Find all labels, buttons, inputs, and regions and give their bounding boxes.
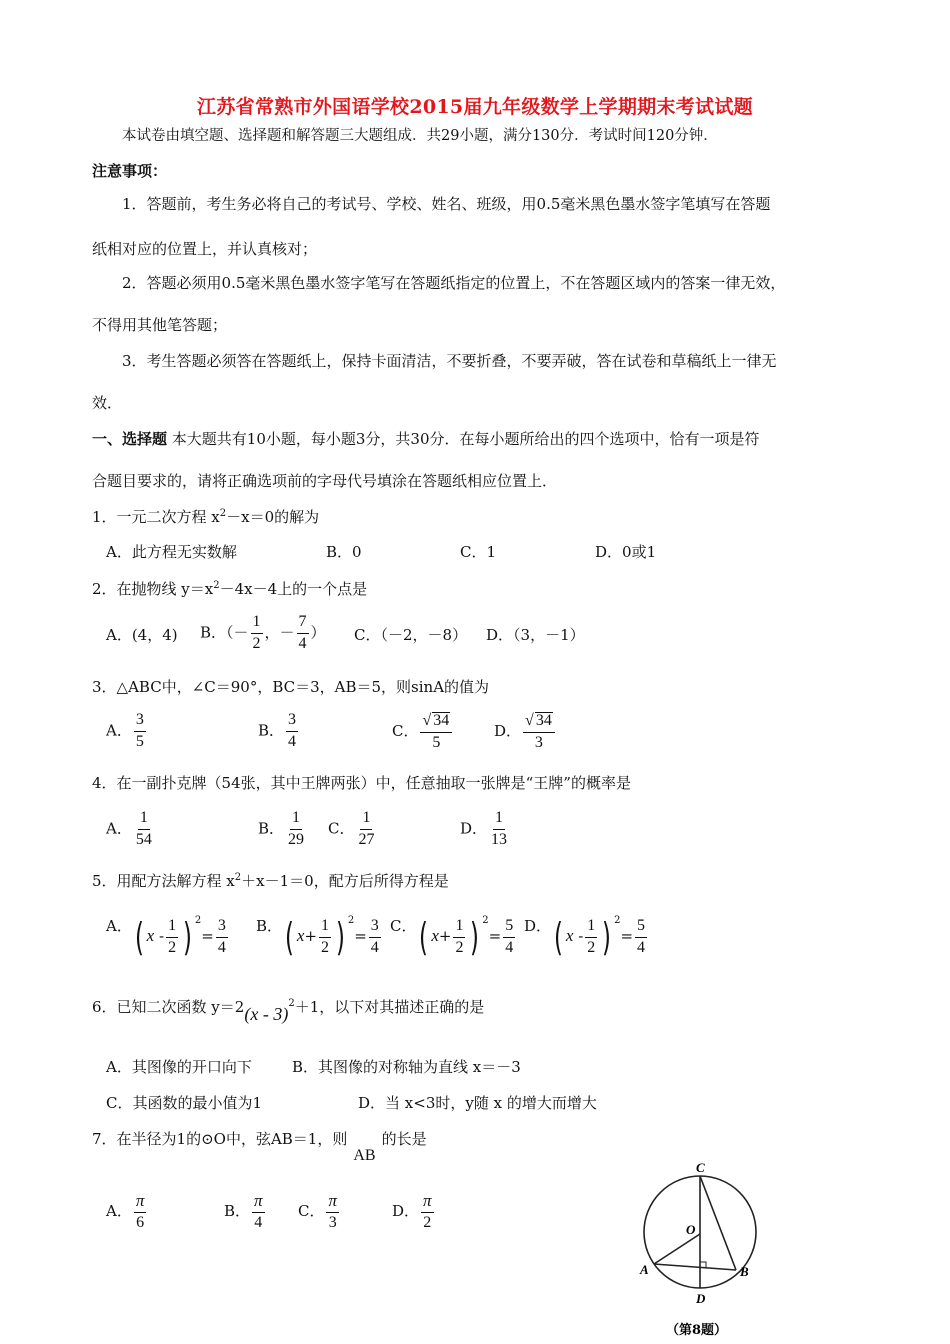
label-c: C xyxy=(696,1162,705,1175)
question-2-option-b: B．（－ $\frac{1}{2}$ ，－ $\frac{7}{4}$ ） xyxy=(200,613,326,652)
geometry-figure-circle xyxy=(632,1162,772,1342)
question-7-option-b: B． $\frac{\pi}{4}$ xyxy=(224,1191,263,1231)
question-6-stem: 6．已知二次函数 y＝2(x - 3)$^2$＋1，以下对其描述正确的是 xyxy=(92,998,485,1024)
question-6-option-c: C．其函数的最小值为1 xyxy=(106,1094,263,1112)
question-2-stem: 2．在抛物线 $y=x^2-4x-4$上的一个点是 xyxy=(92,580,368,598)
figure-caption: （第8题） xyxy=(666,1323,728,1338)
question-7-stem: 7．在半径为1的⊙O中，弦AB＝1，则AB的长是 xyxy=(92,1130,427,1164)
label-b: B xyxy=(740,1264,749,1279)
question-4-option-d: D． $\frac{1}{13}$ xyxy=(460,809,508,848)
exam-intro: 本试卷由填空题、选择题和解答题三大题组成．共29小题，满分130分．考试时间120分钟． xyxy=(122,128,718,144)
question-4-option-c: C． $\frac{1}{27}$ xyxy=(328,809,375,848)
question-3-option-c: C． $\frac{√ 34}{5}$ xyxy=(392,712,454,752)
notice-item-1-line-2: 纸相对应的位置上，并认真核对； xyxy=(92,240,318,258)
question-1-option-d: D．0或1 xyxy=(595,543,657,561)
question-1-option-b: B．0 xyxy=(326,543,362,561)
question-3-option-a: A． $\frac{3}{5}$ xyxy=(106,711,144,750)
label-d: D xyxy=(696,1291,706,1306)
question-2-option-a: A．(4，4) xyxy=(106,626,178,644)
question-3-option-d: D． $\frac{√ 34}{3}$ xyxy=(494,712,557,752)
section-1-heading: 一、选择题 xyxy=(92,430,168,448)
chord-ab xyxy=(654,1264,736,1270)
question-2-option-d: D．（3，－1） xyxy=(486,626,585,644)
question-1-stem: 1．一元二次方程 $x^2-x=0$的解为 xyxy=(92,508,320,526)
label-a: A xyxy=(640,1262,649,1277)
section-1-intro-line-2: 合题目要求的，请将正确选项前的字母代号填涂在答题纸相应位置上． xyxy=(92,472,558,490)
notice-item-3-line-2: 效． xyxy=(92,394,123,412)
question-4-option-a: A． $\frac{1}{54}$ xyxy=(106,809,152,848)
notice-item-3-line-1: 3．考生答题必须答在答题纸上，保持卡面清洁，不要折叠，不要弄破，答在试卷和草稿纸上一律无 xyxy=(122,352,777,370)
arc-ab-label: AB xyxy=(353,1147,376,1164)
question-7-option-a: A． $\frac{\pi}{6}$ xyxy=(106,1191,145,1231)
question-1-option-a: A．此方程无实数解 xyxy=(106,543,237,561)
question-6-option-b: B．其图像的对称轴为直线 x＝－3 xyxy=(292,1058,521,1076)
question-2-option-c: C．（－2，－8） xyxy=(354,626,468,644)
question-1-option-c: C．1 xyxy=(460,543,497,561)
question-5-stem: 5．用配方法解方程 $x^2+x-1=0$，配方后所得方程是 xyxy=(92,872,449,890)
section-1-intro-line-1 xyxy=(92,428,760,449)
notice-item-1-line-1: 1．答题前，考生务必将自己的考试号、学校、姓名、班级，用0.5毫米黑色墨水签字笔填写在答题 xyxy=(122,195,771,213)
notice-heading: 注意事项： xyxy=(92,162,168,180)
question-7-option-c: C． $\frac{\pi}{3}$ xyxy=(298,1191,338,1231)
radius-oa xyxy=(654,1234,700,1264)
notice-item-2-line-1: 2．答题必须用0.5毫米黑色墨水签字笔写在答题纸指定的位置上，不在答题区域内的答案一律无效， xyxy=(122,274,786,292)
question-4-option-b: B． $\frac{1}{29}$ xyxy=(258,809,305,848)
question-4-stem: 4．在一副扑克牌（54张，其中王牌两张）中，任意抽取一张牌是“王牌”的概率是 xyxy=(92,774,631,792)
question-5-option-a: A．( x - $\frac{1}{2}$ ) $^2$= $\frac{3}{4}$ xyxy=(106,915,226,959)
question-3-stem: 3．△ABC中，∠C＝90°，BC＝3，AB＝5，则sinA的值为 xyxy=(92,678,490,696)
question-6-option-d: D．当 x<3时，y随 x 的增大而增大 xyxy=(358,1094,597,1112)
label-o: O xyxy=(686,1222,696,1237)
notice-item-2-line-2: 不得用其他笔答题； xyxy=(92,316,228,334)
page-title: 江苏省常熟市外国语学校2015届九年级数学上学期期末考试试题 xyxy=(197,96,753,118)
question-7-option-d: D． $\frac{\pi}{2}$ xyxy=(392,1191,432,1231)
question-3-option-b: B． $\frac{3}{4}$ xyxy=(258,711,297,750)
question-6-option-a: A．其图像的开口向下 xyxy=(106,1058,252,1076)
section-1-description: 本大题共有10小题，每小题3分，共30分．在每小题所给出的四个选项中，恰有一项是符 xyxy=(171,430,760,448)
chord-cb xyxy=(700,1176,736,1270)
question-5-option-d: D．( x - $\frac{1}{2}$ ) $^2$= $\frac{5}{4}$ xyxy=(524,915,646,959)
question-5-option-c: C．( x+ $\frac{1}{2}$ ) $^2$= $\frac{5}{4}$ xyxy=(390,915,514,959)
question-5-option-b: B．( x+ $\frac{1}{2}$ ) $^2$= $\frac{3}{4}$ xyxy=(256,915,379,959)
